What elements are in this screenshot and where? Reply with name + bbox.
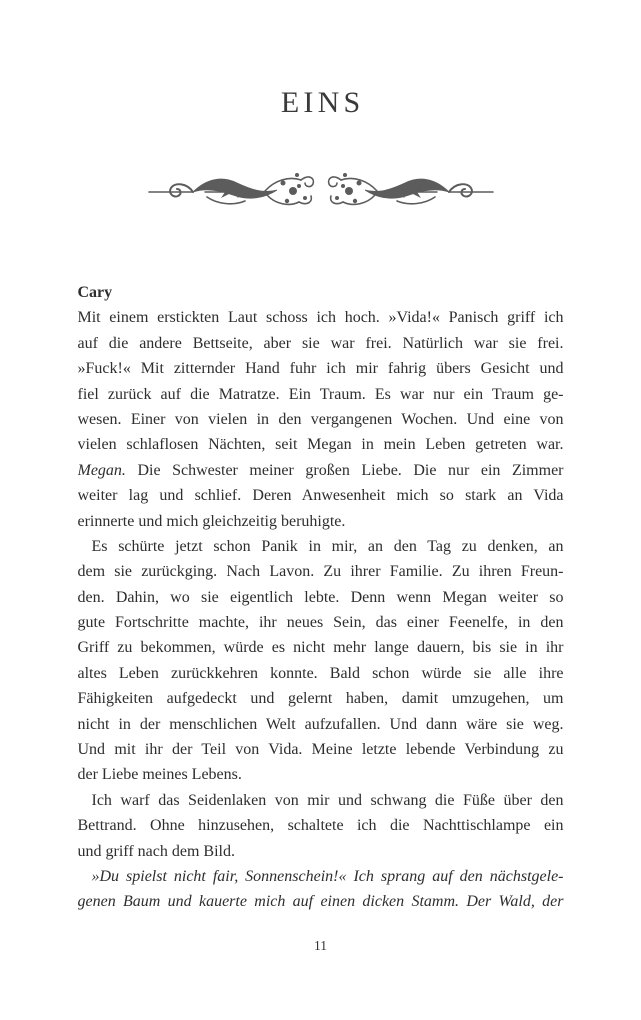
text-line: der Liebe meines Lebens. xyxy=(77,766,242,784)
paragraph-3 xyxy=(78,788,564,864)
text-line: Fähigkeiten aufgedeckt und gelernt haben, damit umzugehen, um xyxy=(77,690,564,708)
paragraph-4 xyxy=(78,864,564,915)
text-line: »Fuck!« Mit zitternder Hand fuhr ich mir fahrig übers Gesicht und xyxy=(77,360,564,378)
paragraph-1 xyxy=(78,305,564,534)
text-line: Es schürte jetzt schon Panik in mir, an den Tag zu denken, an xyxy=(91,537,564,555)
text-line: gute Fortschritte machte, ihr neues Sein, das einer Feenelfe, in den xyxy=(77,614,564,632)
text-line: wesen. Einer von vielen in den vergangenen Wochen. Und eine von xyxy=(77,410,564,428)
text-line: Bettrand. Ohne hinzusehen, schaltete ich die Nachttischlampe ein xyxy=(77,817,564,835)
text-line: fiel zurück auf die Matratze. Ein Traum. Es war nur ein Traum ge- xyxy=(77,385,564,403)
text-line: altes Leben zurückkehren konnte. Bald schon würde sie alle ihre xyxy=(77,664,564,682)
text-line: erinnerte und mich gleichzeitig beruhigte. xyxy=(77,512,346,530)
body-text xyxy=(78,280,564,915)
text-line: Und mit ihr der Teil von Vida. Meine letzte lebende Verbindung zu xyxy=(77,741,564,759)
text-segment: Die Schwester meiner großen Liebe. Die nur ein Zimmer xyxy=(137,461,564,479)
divider-ornament-icon xyxy=(0,170,641,214)
text-line: nicht in der menschlichen Welt aufzufallen. Und dann wäre sie weg. xyxy=(77,715,564,733)
text-line: vielen schlaflosen Nächten, seit Megan in mein Leben getreten war. xyxy=(77,436,564,454)
text-line xyxy=(78,458,564,483)
text-line: genen Baum und kauerte mich auf einen dicken Stamm. Der Wald, der xyxy=(77,893,564,911)
italic-name: Megan. xyxy=(77,461,126,479)
text-line: den. Dahin, wo sie eigentlich lebte. Denn wenn Megan weiter so xyxy=(77,588,564,606)
page-number: 11 xyxy=(314,938,327,953)
chapter-title: EINS xyxy=(280,86,365,119)
pov-heading: Cary xyxy=(77,284,113,301)
text-line: »Du spielst nicht fair, Sonnenschein!« Ich sprang auf den nächstgele- xyxy=(91,867,564,885)
text-line: dem sie zurückging. Nach Lavon. Zu ihrer Familie. Zu ihren Freun- xyxy=(77,563,564,581)
text-line: Griff zu bekommen, würde es nicht mehr lange dauern, bis sie in ihr xyxy=(77,639,564,657)
text-line: Mit einem erstickten Laut schoss ich hoch. »Vida!« Panisch griff ich xyxy=(77,309,564,327)
text-line: und griff nach dem Bild. xyxy=(77,842,235,860)
text-line: weiter lag und schlief. Deren Anwesenheit mich so stark an Vida xyxy=(77,487,564,505)
text-line: auf die andere Bettseite, aber sie war frei. Natürlich war sie frei. xyxy=(77,334,564,352)
paragraph-2 xyxy=(78,534,564,788)
text-line: Ich warf das Seidenlaken von mir und schwang die Füße über den xyxy=(91,791,564,809)
